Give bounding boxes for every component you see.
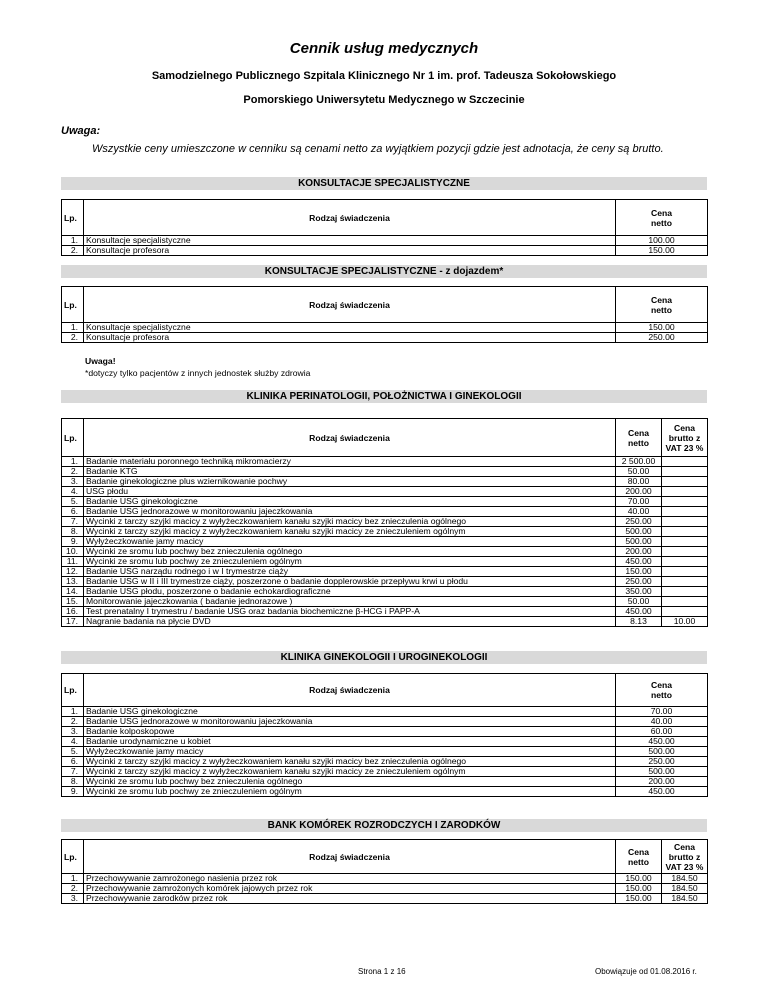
col-gross-header: Cena brutto z VAT 23 % xyxy=(662,419,708,457)
table-row: 2. Badanie KTG 50.00 xyxy=(62,467,708,477)
table-row: 6. Wycinki z tarczy szyjki macicy z wyłyżeczkowaniem kanału szyjki macicy bez znieczulenia ogólnego 250.00 xyxy=(62,757,708,767)
table-row: 12. Badanie USG narządu rodnego i w I trymestrze ciąży 150.00 xyxy=(62,567,708,577)
col-service-header: Rodzaj świadczenia xyxy=(84,200,616,236)
note-heading: Uwaga: xyxy=(61,125,101,137)
remark-heading: Uwaga! xyxy=(85,356,116,366)
table-row: 6. Badanie USG jednorazowe w monitorowaniu jajeczkowania 40.00 xyxy=(62,507,708,517)
table-row: 15. Monitorowanie jajeczkowania ( badanie jednorazowe ) 50.00 xyxy=(62,597,708,607)
col-net-header: Cena netto xyxy=(616,200,708,236)
note-text: Wszystkie ceny umieszczone w cenniku są cenami netto za wyjątkiem pozycji gdzie jest adnotacja, że ceny są brutto. xyxy=(92,143,664,155)
price-table xyxy=(61,418,708,627)
section-title: KLINIKA PERINATOLOGII, POŁOŻNICTWA I GINEKOLOGII xyxy=(61,390,707,403)
table-row: 9. Wyłyżeczkowanie jamy macicy 500.00 xyxy=(62,537,708,547)
table-row: 8. Wycinki ze sromu lub pochwy bez znieczulenia ogólnego 200.00 xyxy=(62,777,708,787)
table-row: 1. Badanie USG ginekologiczne 70.00 xyxy=(62,707,708,717)
section-title: KONSULTACJE SPECJALISTYCZNE xyxy=(61,177,707,190)
col-lp-header: Lp. xyxy=(62,419,84,457)
table-row: 8. Wycinki z tarczy szyjki macicy z wyłyżeczkowaniem kanału szyjki macicy ze znieczuleniem ogólnym 500.00 xyxy=(62,527,708,537)
university-name: Pomorskiego Uniwersytetu Medycznego w Szczecinie xyxy=(243,94,525,106)
section-title: KONSULTACJE SPECJALISTYCZNE - z dojazdem* xyxy=(61,265,707,278)
table-row: 3. Przechowywanie zarodków przez rok 150.00 184.50 xyxy=(62,894,708,904)
table-row: 2. Konsultacje profesora 150.00 xyxy=(62,246,708,256)
col-net-header: Cena netto xyxy=(616,840,662,874)
table-row: 1. Badanie materiału poronnego techniką mikromacierzy 2 500.00 xyxy=(62,457,708,467)
table-row: 5. Badanie USG ginekologiczne 70.00 xyxy=(62,497,708,507)
col-service-header: Rodzaj świadczenia xyxy=(84,287,616,323)
price-table xyxy=(61,839,708,904)
col-service-header: Rodzaj świadczenia xyxy=(84,674,616,707)
table-row: 5. Wyłyżeczkowanie jamy macicy 500.00 xyxy=(62,747,708,757)
price-table xyxy=(61,286,708,343)
price-table xyxy=(61,673,708,797)
col-service-header: Rodzaj świadczenia xyxy=(84,419,616,457)
col-net-header: Cena netto xyxy=(616,287,708,323)
table-row: 1. Konsultacje specjalistyczne 150.00 xyxy=(62,323,708,333)
price-table xyxy=(61,199,708,256)
hospital-name: Samodzielnego Publicznego Szpitala Klinicznego Nr 1 im. prof. Tadeusza Sokołowskiego xyxy=(151,70,617,82)
col-service-header: Rodzaj świadczenia xyxy=(84,840,616,874)
table-row: 4. Badanie urodynamiczne u kobiet 450.00 xyxy=(62,737,708,747)
table-row: 3. Badanie kolposkopowe 60.00 xyxy=(62,727,708,737)
table-row: 17. Nagranie badania na płycie DVD 8.13 10.00 xyxy=(62,617,708,627)
table-row: 2. Konsultacje profesora 250.00 xyxy=(62,333,708,343)
table-row: 11. Wycinki ze sromu lub pochwy ze znieczuleniem ogólnym 450.00 xyxy=(62,557,708,567)
table-row: 9. Wycinki ze sromu lub pochwy ze znieczuleniem ogólnym 450.00 xyxy=(62,787,708,797)
col-lp-header: Lp. xyxy=(62,200,84,236)
col-lp-header: Lp. xyxy=(62,674,84,707)
table-row: 2. Badanie USG jednorazowe w monitorowaniu jajeczkowania 40.00 xyxy=(62,717,708,727)
table-row: 10. Wycinki ze sromu lub pochwy bez znieczulenia ogólnego 200.00 xyxy=(62,547,708,557)
col-net-header: Cena netto xyxy=(616,419,662,457)
table-row: 2. Przechowywanie zamrożonych komórek jajowych przez rok 150.00 184.50 xyxy=(62,884,708,894)
section-title: KLINIKA GINEKOLOGII I UROGINEKOLOGII xyxy=(61,651,707,664)
table-row: 7. Wycinki z tarczy szyjki macicy z wyłyżeczkowaniem kanału szyjki macicy ze znieczuleniem ogólnym 500.00 xyxy=(62,767,708,777)
table-row: 4. USG płodu 200.00 xyxy=(62,487,708,497)
col-net-header: Cena netto xyxy=(616,674,708,707)
remark-text: *dotyczy tylko pacjentów z innych jednostek służby zdrowia xyxy=(85,368,311,378)
table-row: 1. Przechowywanie zamrożonego nasienia przez rok 150.00 184.50 xyxy=(62,874,708,884)
col-lp-header: Lp. xyxy=(62,840,84,874)
table-row: 7. Wycinki z tarczy szyjki macicy z wyłyżeczkowaniem kanału szyjki macicy bez znieczulenia ogólnego 250.00 xyxy=(62,517,708,527)
table-row: 3. Badanie ginekologiczne plus wziernikowanie pochwy 80.00 xyxy=(62,477,708,487)
col-gross-header: Cena brutto z VAT 23 % xyxy=(662,840,708,874)
table-row: 16. Test prenatalny I trymestru / badanie USG oraz badania biochemiczne β-HCG i PAPP-A 450.00 xyxy=(62,607,708,617)
section-title: BANK KOMÓREK ROZRODCZYCH I ZARODKÓW xyxy=(61,819,707,832)
table-row: 1. Konsultacje specjalistyczne 100.00 xyxy=(62,236,708,246)
col-lp-header: Lp. xyxy=(62,287,84,323)
page-number: Strona 1 z 16 xyxy=(358,967,406,976)
valid-from: Obowiązuje od 01.08.2016 r. xyxy=(595,967,697,976)
document-title: Cennik usług medycznych xyxy=(289,40,479,57)
table-row: 14. Badanie USG płodu, poszerzone o badanie echokardiograficzne 350.00 xyxy=(62,587,708,597)
table-row: 13. Badanie USG w II i III trymestrze ciąży, poszerzone o badanie dopplerowskie przepływu krwi u płodu 250.00 xyxy=(62,577,708,587)
